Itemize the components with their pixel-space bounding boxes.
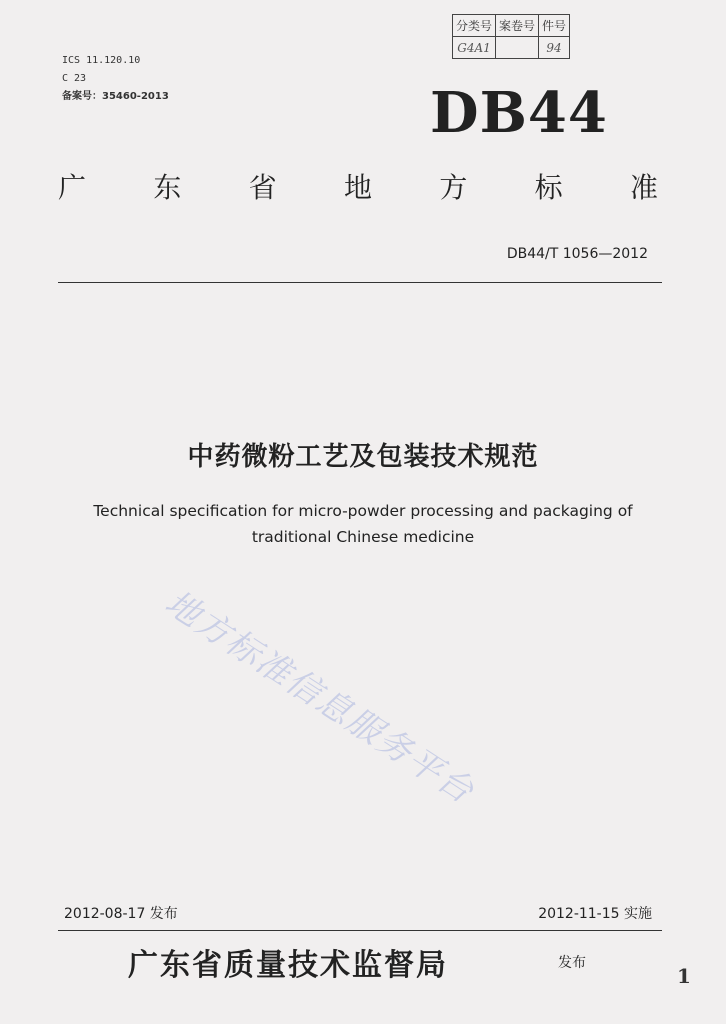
heading-char: 广	[58, 171, 87, 204]
heading-char: 方	[439, 171, 468, 204]
title-chinese: 中药微粉工艺及包装技术规范	[187, 442, 539, 472]
bottom-divider	[58, 930, 662, 931]
title-english	[60, 498, 666, 550]
issuing-authority: 广东省质量技术监督局	[128, 948, 448, 983]
ics-code: ICS 11.120.10	[62, 55, 141, 66]
heading-char: 地	[343, 171, 372, 204]
page-number: 1	[677, 964, 691, 988]
record-number: 备案号：35460-2013	[62, 91, 169, 102]
top-divider	[58, 282, 662, 283]
stamp-value-file	[496, 37, 539, 59]
stamp-value-item: 94	[539, 37, 570, 59]
stamp-header-category: 分类号	[453, 15, 496, 37]
stamp-header-file: 案卷号	[496, 15, 539, 37]
standard-logo: DB44	[430, 80, 608, 146]
heading-char: 省	[248, 171, 277, 204]
classification-meta	[62, 52, 169, 106]
heading-char: 东	[153, 171, 182, 204]
implement-date: 2012-11-15 实施	[538, 906, 652, 922]
stamp-value-category: G4A1	[453, 37, 496, 59]
watermark: 地方标准信息服务平台	[157, 582, 482, 813]
title-english-line-2: traditional Chinese medicine	[251, 528, 475, 546]
heading-char: 准	[629, 171, 658, 204]
release-date: 2012-08-17 发布	[64, 906, 178, 922]
ccs-code: C 23	[62, 73, 87, 84]
provincial-standard-heading	[58, 166, 658, 206]
archive-stamp	[452, 14, 570, 59]
title-english-line-1: Technical specification for micro-powder processing and packaging of	[93, 502, 633, 520]
heading-char: 标	[534, 171, 563, 204]
publish-label: 发布	[558, 955, 586, 971]
standard-code: DB44/T 1056—2012	[506, 246, 648, 262]
stamp-header-item: 件号	[539, 15, 570, 37]
